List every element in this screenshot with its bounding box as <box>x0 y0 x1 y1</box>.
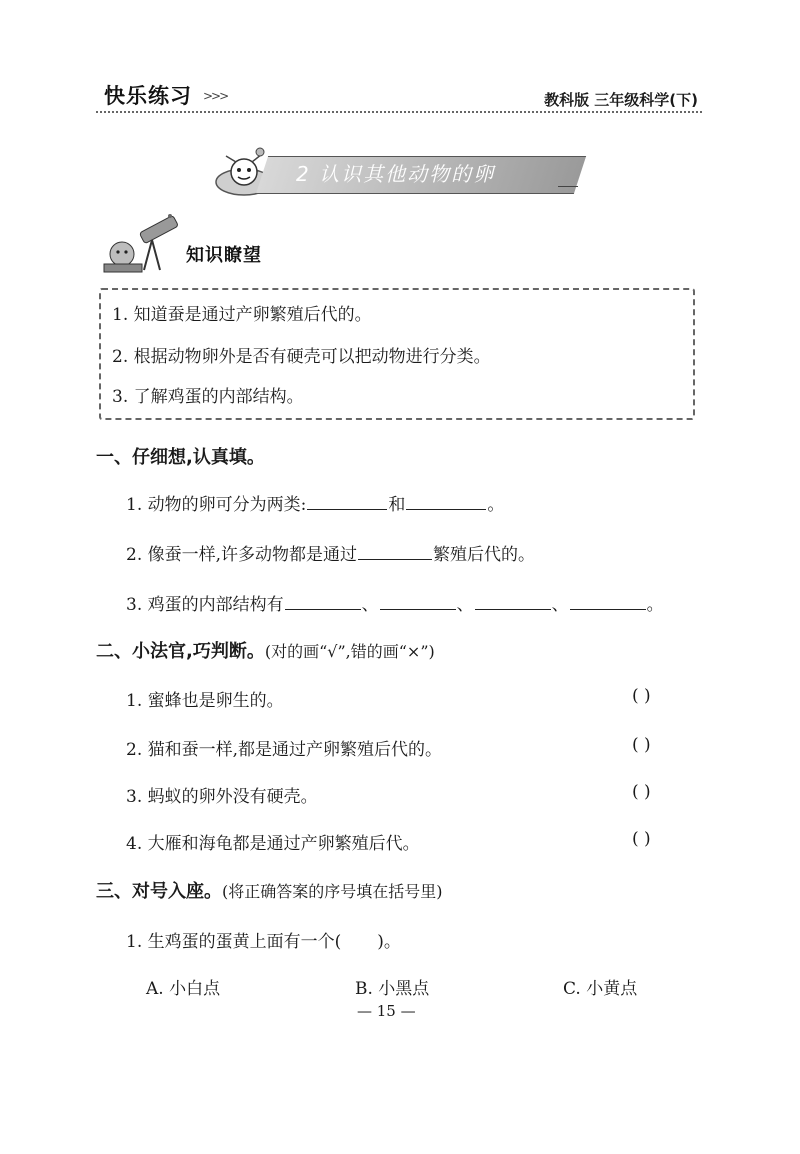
part2-title: 二、小法官,巧判断。 <box>96 641 265 662</box>
choice-question <box>126 927 401 952</box>
lesson-title: 2 认识其他动物的卵 <box>296 162 496 186</box>
question-text: 1. 动物的卵可分为两类: <box>126 495 307 515</box>
page-number: — 15 — <box>357 1002 416 1020</box>
goal-item: 2. 根据动物卵外是否有硬壳可以把动物进行分类。 <box>112 347 491 367</box>
part3-instruction: (将正确答案的序号填在括号里) <box>222 882 443 901</box>
judge-item: 1. 蜜蜂也是卵生的。 <box>126 691 284 711</box>
book-brand: 快乐练习 <box>104 84 192 108</box>
answer-parens[interactable]: ( ) <box>632 782 651 802</box>
option-b[interactable]: B. 小黑点 <box>355 979 430 999</box>
option-c[interactable]: C. 小黄点 <box>563 979 638 999</box>
question-text: 1. 生鸡蛋的蛋黄上面有一个( <box>126 932 342 952</box>
judge-item: 2. 猫和蚕一样,都是通过产卵繁殖后代的。 <box>126 740 443 760</box>
chevron-right-icon: >>> <box>203 89 228 103</box>
judge-item: 3. 蚂蚁的卵外没有硬壳。 <box>126 787 318 807</box>
answer-blank[interactable] <box>380 595 456 610</box>
header-divider <box>96 111 702 113</box>
separator: 、 <box>551 595 569 615</box>
fill-question-3 <box>126 590 664 615</box>
question-text: 。 <box>646 595 664 615</box>
part1-heading: 一、仔细想,认真填。 <box>96 447 265 468</box>
answer-parens[interactable]: ( ) <box>632 735 651 755</box>
part2-heading <box>96 637 435 663</box>
answer-blank[interactable] <box>285 595 361 610</box>
answer-parens[interactable]: ( ) <box>632 829 651 849</box>
question-text: 2. 像蚕一样,许多动物都是通过 <box>126 545 358 565</box>
goal-item: 3. 了解鸡蛋的内部结构。 <box>112 387 304 407</box>
answer-blank[interactable] <box>475 595 551 610</box>
separator: 、 <box>456 595 474 615</box>
edition-label: 教科版 三年级科学(下) <box>544 91 698 109</box>
question-text: )。 <box>377 932 401 952</box>
judge-item: 4. 大雁和海龟都是通过产卵繁殖后代。 <box>126 834 420 854</box>
separator: 、 <box>361 595 379 615</box>
answer-blank[interactable] <box>406 495 486 510</box>
option-a[interactable]: A. 小白点 <box>146 979 221 999</box>
part3-heading <box>96 877 443 903</box>
telescope-icon <box>100 210 184 276</box>
question-text: 和 <box>388 495 406 515</box>
question-text: 3. 鸡蛋的内部结构有 <box>126 595 284 615</box>
answer-blank[interactable] <box>358 545 432 560</box>
part3-title: 三、对号入座。 <box>96 881 222 902</box>
answer-blank[interactable] <box>570 595 646 610</box>
goal-item: 1. 知道蚕是通过产卵繁殖后代的。 <box>112 305 372 325</box>
answer-parens[interactable]: ( ) <box>632 686 651 706</box>
question-text: 。 <box>487 495 505 515</box>
fill-question-1 <box>126 490 504 515</box>
knowledge-heading: 知识瞭望 <box>186 245 262 266</box>
question-text: 繁殖后代的。 <box>433 545 536 565</box>
banner-tail <box>558 186 578 187</box>
part2-instruction: (对的画“√”,错的画“×”) <box>264 642 435 661</box>
answer-blank[interactable] <box>307 495 387 510</box>
fill-question-2 <box>126 540 535 565</box>
